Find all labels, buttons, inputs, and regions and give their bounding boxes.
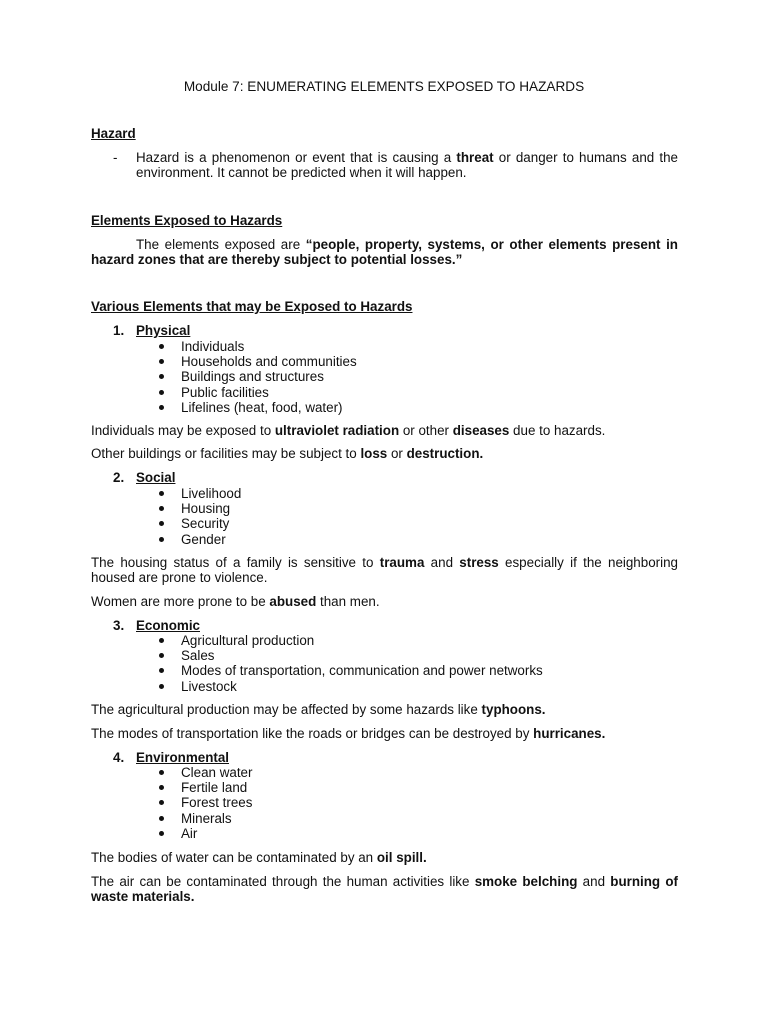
bullet-icon xyxy=(159,638,164,643)
list-item: Fertile land xyxy=(158,780,252,795)
hazard-heading: Hazard xyxy=(91,126,136,141)
list-item: Livestock xyxy=(158,679,543,694)
exposed-heading: Elements Exposed to Hazards xyxy=(91,213,283,228)
physical-heading: 1. Physical xyxy=(113,323,191,338)
bullet-icon xyxy=(159,668,164,673)
list-item: Minerals xyxy=(158,811,252,826)
bullet-icon xyxy=(159,506,164,511)
bullet-icon xyxy=(159,684,164,689)
economic-paragraph-2: The modes of transportation like the roads or bridges can be destroyed by hurricanes. xyxy=(91,726,606,741)
list-item: Households and communities xyxy=(158,354,357,369)
bullet-icon xyxy=(159,405,164,410)
list-item: Sales xyxy=(158,648,543,663)
bullet-icon xyxy=(159,537,164,542)
environmental-paragraph-2: The air can be contaminated through the human activities like smoke belching and burning of waste materials. xyxy=(91,874,678,905)
bullet-icon xyxy=(159,785,164,790)
bullet-icon xyxy=(159,831,164,836)
social-paragraph-2: Women are more prone to be abused than men. xyxy=(91,594,380,609)
list-item: Clean water xyxy=(158,765,252,780)
bullet-icon xyxy=(159,344,164,349)
physical-list xyxy=(158,339,357,415)
bullet-icon xyxy=(159,521,164,526)
list-item: Housing xyxy=(158,501,241,516)
social-paragraph-1: The housing status of a family is sensitive to trauma and stress especially if the neighboring housed are prone to violence. xyxy=(91,555,678,586)
bullet-icon xyxy=(159,491,164,496)
list-item: Buildings and structures xyxy=(158,369,357,384)
bullet-icon xyxy=(159,374,164,379)
dash-marker: - xyxy=(113,150,118,165)
various-heading: Various Elements that may be Exposed to Hazards xyxy=(91,299,413,314)
bullet-icon xyxy=(159,390,164,395)
list-item: Individuals xyxy=(158,339,357,354)
environmental-paragraph-1: The bodies of water can be contaminated by an oil spill. xyxy=(91,850,427,865)
exposed-definition: The elements exposed are “people, property, systems, or other elements present in hazard zones that are thereby subject to potential losses.” xyxy=(91,237,678,268)
bullet-icon xyxy=(159,816,164,821)
list-item: Modes of transportation, communication and power networks xyxy=(158,663,543,678)
bullet-icon xyxy=(159,653,164,658)
list-item: Gender xyxy=(158,532,241,547)
social-list xyxy=(158,486,241,547)
page-title: Module 7: ENUMERATING ELEMENTS EXPOSED TO HAZARDS xyxy=(183,79,585,94)
list-item: Public facilities xyxy=(158,385,357,400)
bullet-icon xyxy=(159,359,164,364)
bullet-icon xyxy=(159,770,164,775)
physical-paragraph-1: Individuals may be exposed to ultraviolet radiation or other diseases due to hazards. xyxy=(91,423,606,438)
social-heading: 2. Social xyxy=(113,470,176,485)
economic-paragraph-1: The agricultural production may be affected by some hazards like typhoons. xyxy=(91,702,546,717)
hazard-definition: - Hazard is a phenomenon or event that is causing a threat or danger to humans and the environment. It cannot be predicted when it will happen. xyxy=(113,150,678,181)
economic-list xyxy=(158,633,543,694)
list-item: Forest trees xyxy=(158,795,252,810)
list-item: Lifelines (heat, food, water) xyxy=(158,400,357,415)
bullet-icon xyxy=(159,800,164,805)
environmental-heading: 4. Environmental xyxy=(113,750,230,765)
environmental-list xyxy=(158,765,252,841)
list-item: Livelihood xyxy=(158,486,241,501)
list-item: Agricultural production xyxy=(158,633,543,648)
list-item: Security xyxy=(158,516,241,531)
physical-paragraph-2: Other buildings or facilities may be subject to loss or destruction. xyxy=(91,446,484,461)
economic-heading: 3. Economic xyxy=(113,618,200,633)
list-item: Air xyxy=(158,826,252,841)
